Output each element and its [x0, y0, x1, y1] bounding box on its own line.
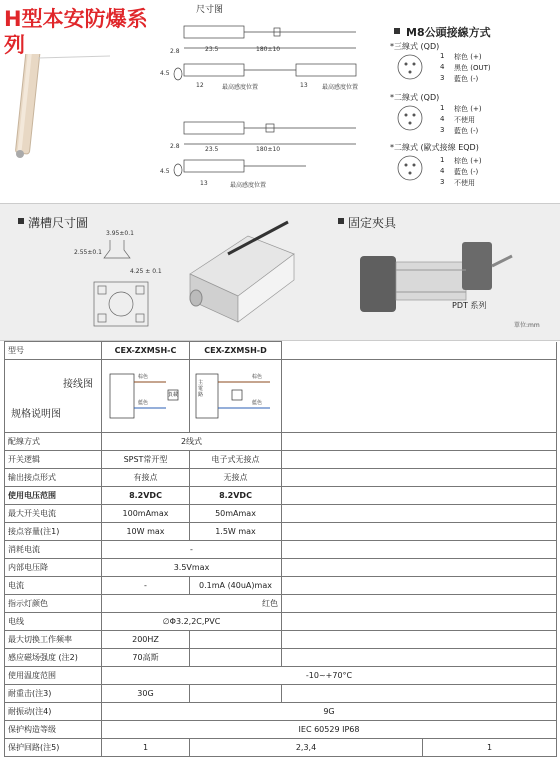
table-cell: [423, 613, 557, 631]
table-cell: 0.1mA (40uA)max: [190, 577, 282, 595]
eqd-pin-num: 3: [440, 178, 445, 186]
qd3-pin-label: 棕色 (+): [454, 53, 482, 61]
dim-23-5: 23.5: [205, 46, 219, 53]
table-row: [5, 595, 557, 613]
table-cell: [423, 559, 557, 577]
dim-180-b: 180±10: [256, 146, 281, 153]
table-cell: 耐重击(注3): [5, 685, 102, 703]
qd2-connector-icon: [392, 103, 432, 133]
table-cell: 有接点: [102, 469, 190, 487]
qd3-pin-label: 黑色 (OUT): [454, 64, 491, 72]
table-cell: 指示灯颜色: [5, 595, 102, 613]
table-cell: 电流: [5, 577, 102, 595]
table-cell: [190, 685, 282, 703]
dim-180: 180±10: [256, 46, 281, 53]
wiring-diagram-d: [190, 360, 282, 433]
table-cell: 保护构造等级: [5, 721, 102, 739]
table-cell: 最大切换工作频率: [5, 631, 102, 649]
page-title: H型本安防爆系列: [4, 7, 148, 57]
square-bullet-icon: [18, 218, 24, 224]
fixture-heading: 固定夾具: [348, 216, 397, 230]
slot-dim-3: 4.25 ± 0.1: [130, 268, 162, 275]
table-cell: 消耗电流: [5, 541, 102, 559]
table-cell: 8.2VDC: [190, 487, 282, 505]
table-cell: 10W max: [102, 523, 190, 541]
table-cell: 1: [102, 739, 190, 757]
dim-23-5-b: 23.5: [205, 146, 219, 153]
table-row: [5, 739, 557, 757]
wiring-diagram-c: [102, 360, 190, 433]
table-cell: [282, 685, 423, 703]
table-cell: [423, 685, 557, 703]
table-cell: -: [102, 577, 190, 595]
dim-4-5-b: 4.5: [160, 168, 170, 175]
table-cell: [282, 451, 423, 469]
table-cell: [282, 613, 423, 631]
unit-label: 單位:mm: [514, 322, 540, 329]
qd2-pin-label: 藍色 (-): [454, 127, 479, 135]
diagram-c-load: 負載: [168, 392, 179, 398]
qd2-pin-label: 不使用: [454, 116, 475, 124]
table-cell: [282, 487, 423, 505]
diagram-d-blue: 藍色: [252, 400, 263, 406]
table-cell: [423, 649, 557, 667]
qd2-pin-label: 棕色 (+): [454, 105, 482, 113]
square-bullet-icon: [394, 28, 400, 34]
table-cell: [423, 595, 557, 613]
qd2-pin-num: 1: [440, 104, 445, 112]
table-row: [5, 541, 557, 559]
table-row: [5, 451, 557, 469]
table-row: [5, 667, 557, 685]
table-cell: [423, 523, 557, 541]
qd3-connector-icon: [392, 52, 432, 82]
table-cell: 接点容量(注1): [5, 523, 102, 541]
table-row: [5, 433, 557, 451]
slot-dim-2: 2.55±0.1: [74, 249, 102, 256]
slot-drawing: [90, 236, 160, 336]
table-cell: [423, 631, 557, 649]
table-cell: [282, 577, 423, 595]
wiring-spec-cell: [5, 360, 102, 433]
qd2-heading: *二線式 (QD): [390, 93, 440, 102]
table-cell: 30G: [102, 685, 190, 703]
table-cell: [423, 469, 557, 487]
table-row: [5, 469, 557, 487]
table-cell: [282, 559, 423, 577]
table-row: [5, 559, 557, 577]
fixture-illustration: [354, 226, 514, 322]
qd3-pin-num: 4: [440, 63, 445, 71]
diagram-d-main: 主 電 路: [198, 380, 204, 398]
table-cell: [423, 577, 557, 595]
table-row: [5, 487, 557, 505]
wiring-label: 接线图: [63, 379, 93, 390]
model-c: CEX-ZXMSH-C: [102, 342, 190, 360]
table-cell: 电线: [5, 613, 102, 631]
slot-dim-1: 3.95±0.1: [106, 230, 134, 237]
eqd-pin-label: 不使用: [454, 179, 475, 187]
diagram-c-blue: 藍色: [138, 400, 149, 406]
table-cell: [190, 631, 282, 649]
table-cell: 9G: [102, 703, 557, 721]
table-cell: [282, 631, 423, 649]
table-cell: 1: [423, 739, 557, 757]
eqd-pin-num: 1: [440, 156, 445, 164]
pdt-label: PDT 系列: [452, 301, 487, 310]
dim-13: 13: [300, 82, 308, 89]
table-row: [5, 685, 557, 703]
table-cell: 8.2VDC: [102, 487, 190, 505]
dim-2-8: 2.8: [170, 48, 180, 55]
table-cell: 电子式无接点: [190, 451, 282, 469]
table-cell: -10~+70°C: [102, 667, 557, 685]
table-cell: 使用温度范围: [5, 667, 102, 685]
table-cell: [190, 649, 282, 667]
table-cell: [282, 433, 423, 451]
table-row: [5, 505, 557, 523]
qd3-pin-label: 藍色 (-): [454, 75, 479, 83]
table-cell: [423, 451, 557, 469]
qd3-heading: *三線式 (QD): [390, 42, 440, 51]
table-cell: 保护回路(注5): [5, 739, 102, 757]
table-cell: 红色: [102, 595, 282, 613]
table-cell: [282, 541, 423, 559]
qd2-pin-num: 3: [440, 126, 445, 134]
spec-table: [4, 341, 557, 757]
table-row: [5, 631, 557, 649]
eqd-pin-label: 棕色 (+): [454, 157, 482, 165]
sensor-photo: [0, 54, 160, 164]
table-cell: 100mAmax: [102, 505, 190, 523]
table-cell: 输出接点形式: [5, 469, 102, 487]
table-cell: -: [102, 541, 282, 559]
table-cell: IEC 60529 IP68: [102, 721, 557, 739]
table-cell: [423, 505, 557, 523]
slot-heading: 溝槽尺寸圖: [28, 216, 89, 230]
table-row: [5, 721, 557, 739]
model-d: CEX-ZXMSH-D: [190, 342, 282, 360]
table-cell: ∅Φ3.2,2C,PVC: [102, 613, 282, 631]
table-cell: 无接点: [190, 469, 282, 487]
eqd-pin-label: 藍色 (-): [454, 168, 479, 176]
table-cell: 使用电压范围: [5, 487, 102, 505]
table-cell: 感应磁场强度 (注2): [5, 649, 102, 667]
qd3-pin-num: 3: [440, 74, 445, 82]
table-cell: 70高斯: [102, 649, 190, 667]
qd2-pin-num: 4: [440, 115, 445, 123]
eqd-connector-icon: [392, 153, 432, 183]
table-cell: 内部电压降: [5, 559, 102, 577]
table-cell: 2线式: [102, 433, 282, 451]
eqd-pin-num: 4: [440, 167, 445, 175]
table-row: [5, 523, 557, 541]
table-row: [5, 613, 557, 631]
dim-2-8-b: 2.8: [170, 143, 180, 150]
table-cell: [282, 523, 423, 541]
diagram-c-brown: 棕色: [138, 374, 149, 380]
square-bullet-icon: [338, 218, 344, 224]
table-cell: [423, 541, 557, 559]
table-cell: [282, 649, 423, 667]
dim-max-sens-b: 最高感度位置: [230, 182, 267, 189]
table-cell: [282, 505, 423, 523]
dim-13-b: 13: [200, 180, 208, 187]
eqd-heading: *二線式 (歐式接線 EQD): [390, 143, 479, 152]
table-cell: 50mAmax: [190, 505, 282, 523]
dim-4-5: 4.5: [160, 70, 170, 77]
qd3-pin-num: 1: [440, 52, 445, 60]
table-row: [5, 577, 557, 595]
table-cell: [282, 595, 423, 613]
dim-max-sens-1: 最高感度位置: [222, 84, 259, 91]
diagram-d-brown: 棕色: [252, 374, 263, 380]
dim-max-sens-2: 最高感度位置: [322, 84, 359, 91]
table-cell: 3.5Vmax: [102, 559, 282, 577]
table-cell: 配線方式: [5, 433, 102, 451]
dim-12: 12: [196, 82, 204, 89]
table-cell: 最大开关电流: [5, 505, 102, 523]
table-cell: 200HZ: [102, 631, 190, 649]
table-cell: [423, 487, 557, 505]
spec-label: 规格说明图: [11, 409, 61, 420]
table-row: [5, 703, 557, 721]
dimension-heading: 尺寸图: [196, 5, 224, 15]
m8-heading: M8公頭接線方式: [406, 26, 491, 39]
table-header-label: 型号: [5, 342, 102, 360]
table-row: [5, 649, 557, 667]
table-cell: 2,3,4: [190, 739, 423, 757]
table-cell: 开关逻辑: [5, 451, 102, 469]
table-cell: SPST常开型: [102, 451, 190, 469]
table-cell: 1.5W max: [190, 523, 282, 541]
cylinder-illustration: [168, 214, 308, 334]
table-cell: [282, 469, 423, 487]
table-cell: [423, 433, 557, 451]
table-cell: 耐振动(注4): [5, 703, 102, 721]
